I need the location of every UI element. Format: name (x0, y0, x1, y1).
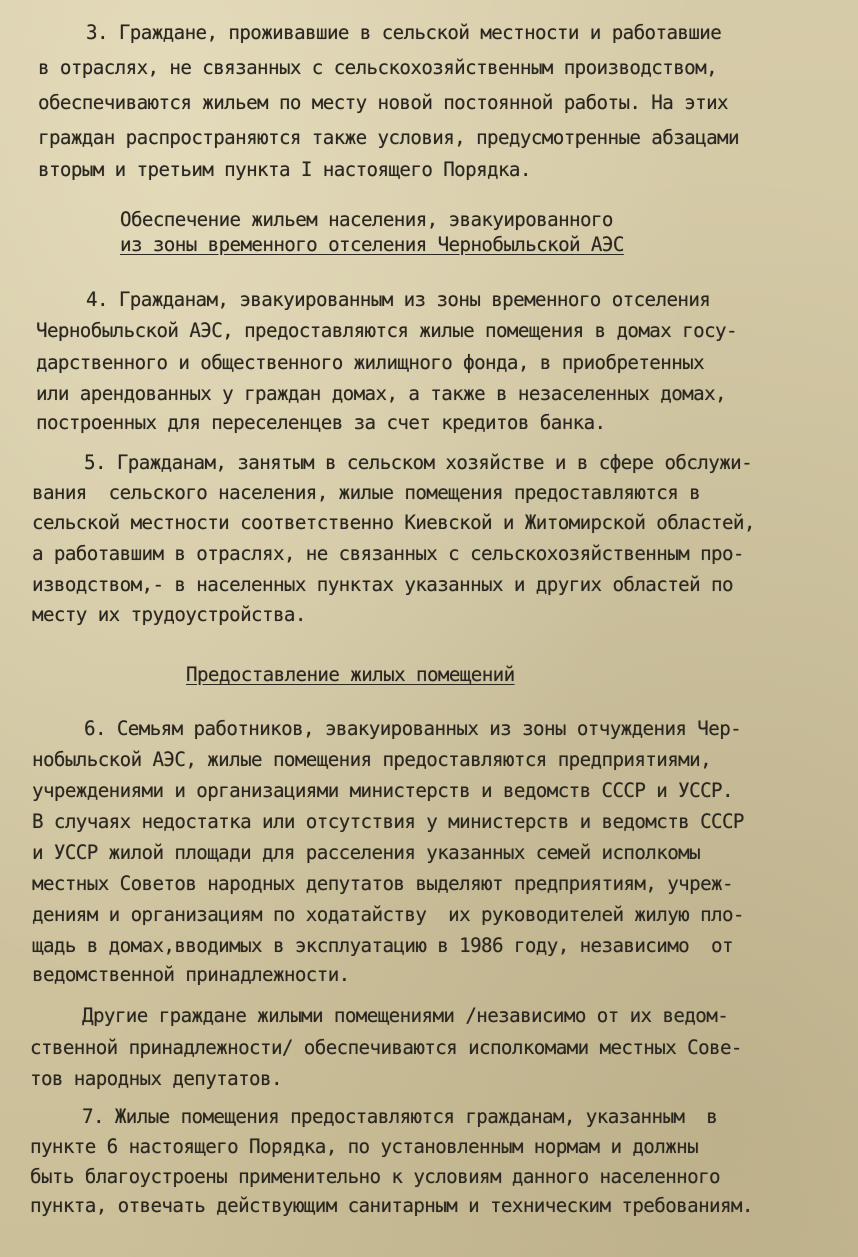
paragraph-7-line: быть благоустроены применительно к условиям данного населенного (30, 1165, 720, 1188)
paragraph-3-line: 3. Граждане, проживавшие в сельской местности и работавшие (86, 21, 722, 44)
section-heading-provision: Предоставление жилых помещений (186, 663, 515, 686)
paragraph-5-line: сельской местности соответственно Киевской и Житомирской областей, (32, 511, 755, 534)
paragraph-3-line: вторым и третьим пункта I настоящего Порядка. (38, 158, 531, 181)
paragraph-5-line: месту их трудоустройства. (32, 603, 306, 626)
paragraph-6-line: В случаях недостатка или отсутствия у министерств и ведомств СССР (32, 810, 744, 833)
paragraph-6-line: ведомственной принадлежности. (32, 963, 350, 986)
section-heading-evacuated-line-1: Обеспечение жильем населения, эвакуированного (120, 208, 613, 231)
paragraph-4-line: Чернобыльской АЭС, предоставляются жилые помещения в домах госу- (36, 319, 737, 342)
paragraph-6b-line: Другие граждане жилыми помещениями /независимо от их ведом- (82, 1004, 729, 1027)
paragraph-4-line: или арендованных у граждан домах, а также в незаселенных домах, (36, 382, 726, 405)
paragraph-7-line: 7. Жилые помещения предоставляются гражданам, указанным в (82, 1105, 718, 1128)
paragraph-5-line: изводством,- в населенных пунктах указанных и других областей по (32, 573, 733, 596)
paragraph-3-line: обеспечиваются жильем по месту новой постоянной работы. На этих (38, 91, 728, 114)
paragraph-6-line: учреждениями и организациями министерств и ведомств СССР и УССР. (32, 779, 733, 802)
paragraph-6-line: местных Советов народных депутатов выделяют предприятиям, учреж- (32, 872, 733, 895)
paragraph-5-line: вания сельского населения, жилые помещения предоставляются в (32, 481, 701, 504)
paragraph-6-line: нобыльской АЭС, жилые помещения предоставляются предприятиями, (32, 748, 712, 771)
paragraph-6-line: 6. Семьям работников, эвакуированных из зоны отчуждения Чер- (84, 717, 742, 740)
paragraph-6b-line: тов народных депутатов. (30, 1067, 282, 1090)
paragraph-4-line: дарственного и общественного жилищного фонда, в приобретенных (36, 351, 705, 374)
paragraph-6-line: дениям и организациям по ходатайству их руководителей жилую пло- (32, 903, 744, 926)
section-heading-evacuated-line-2: из зоны временного отселения Чернобыльской АЭС (120, 233, 624, 256)
paragraph-6-line: щадь в домах,вводимых в эксплуатацию в 1986 году, независимо от (32, 934, 733, 957)
paragraph-7-line: пункта, отвечать действующим санитарным и техническим требованиям. (30, 1194, 753, 1217)
paragraph-4-line: 4. Гражданам, эвакуированным из зоны временного отселения (86, 288, 711, 311)
paragraph-4-line: построенных для переселенцев за счет кредитов банка. (36, 411, 606, 434)
paragraph-6-line: и УССР жилой площади для расселения указанных семей исполкомы (32, 841, 701, 864)
paragraph-3-line: в отраслях, не связанных с сельскохозяйственным производством, (38, 56, 718, 79)
paragraph-6b-line: ственной принадлежности/ обеспечиваются исполкомами местных Сове- (30, 1036, 742, 1059)
paragraph-7-line: пункте 6 настоящего Порядка, по установленным нормам и должны (30, 1135, 699, 1158)
paragraph-5-line: 5. Гражданам, занятым в сельском хозяйстве и в сфере обслужи- (84, 451, 753, 474)
paragraph-3-line: граждан распространяются также условия, предусмотренные абзацами (38, 126, 739, 149)
paragraph-5-line: а работавшим в отраслях, не связанных с сельскохозяйственным про- (32, 542, 744, 565)
